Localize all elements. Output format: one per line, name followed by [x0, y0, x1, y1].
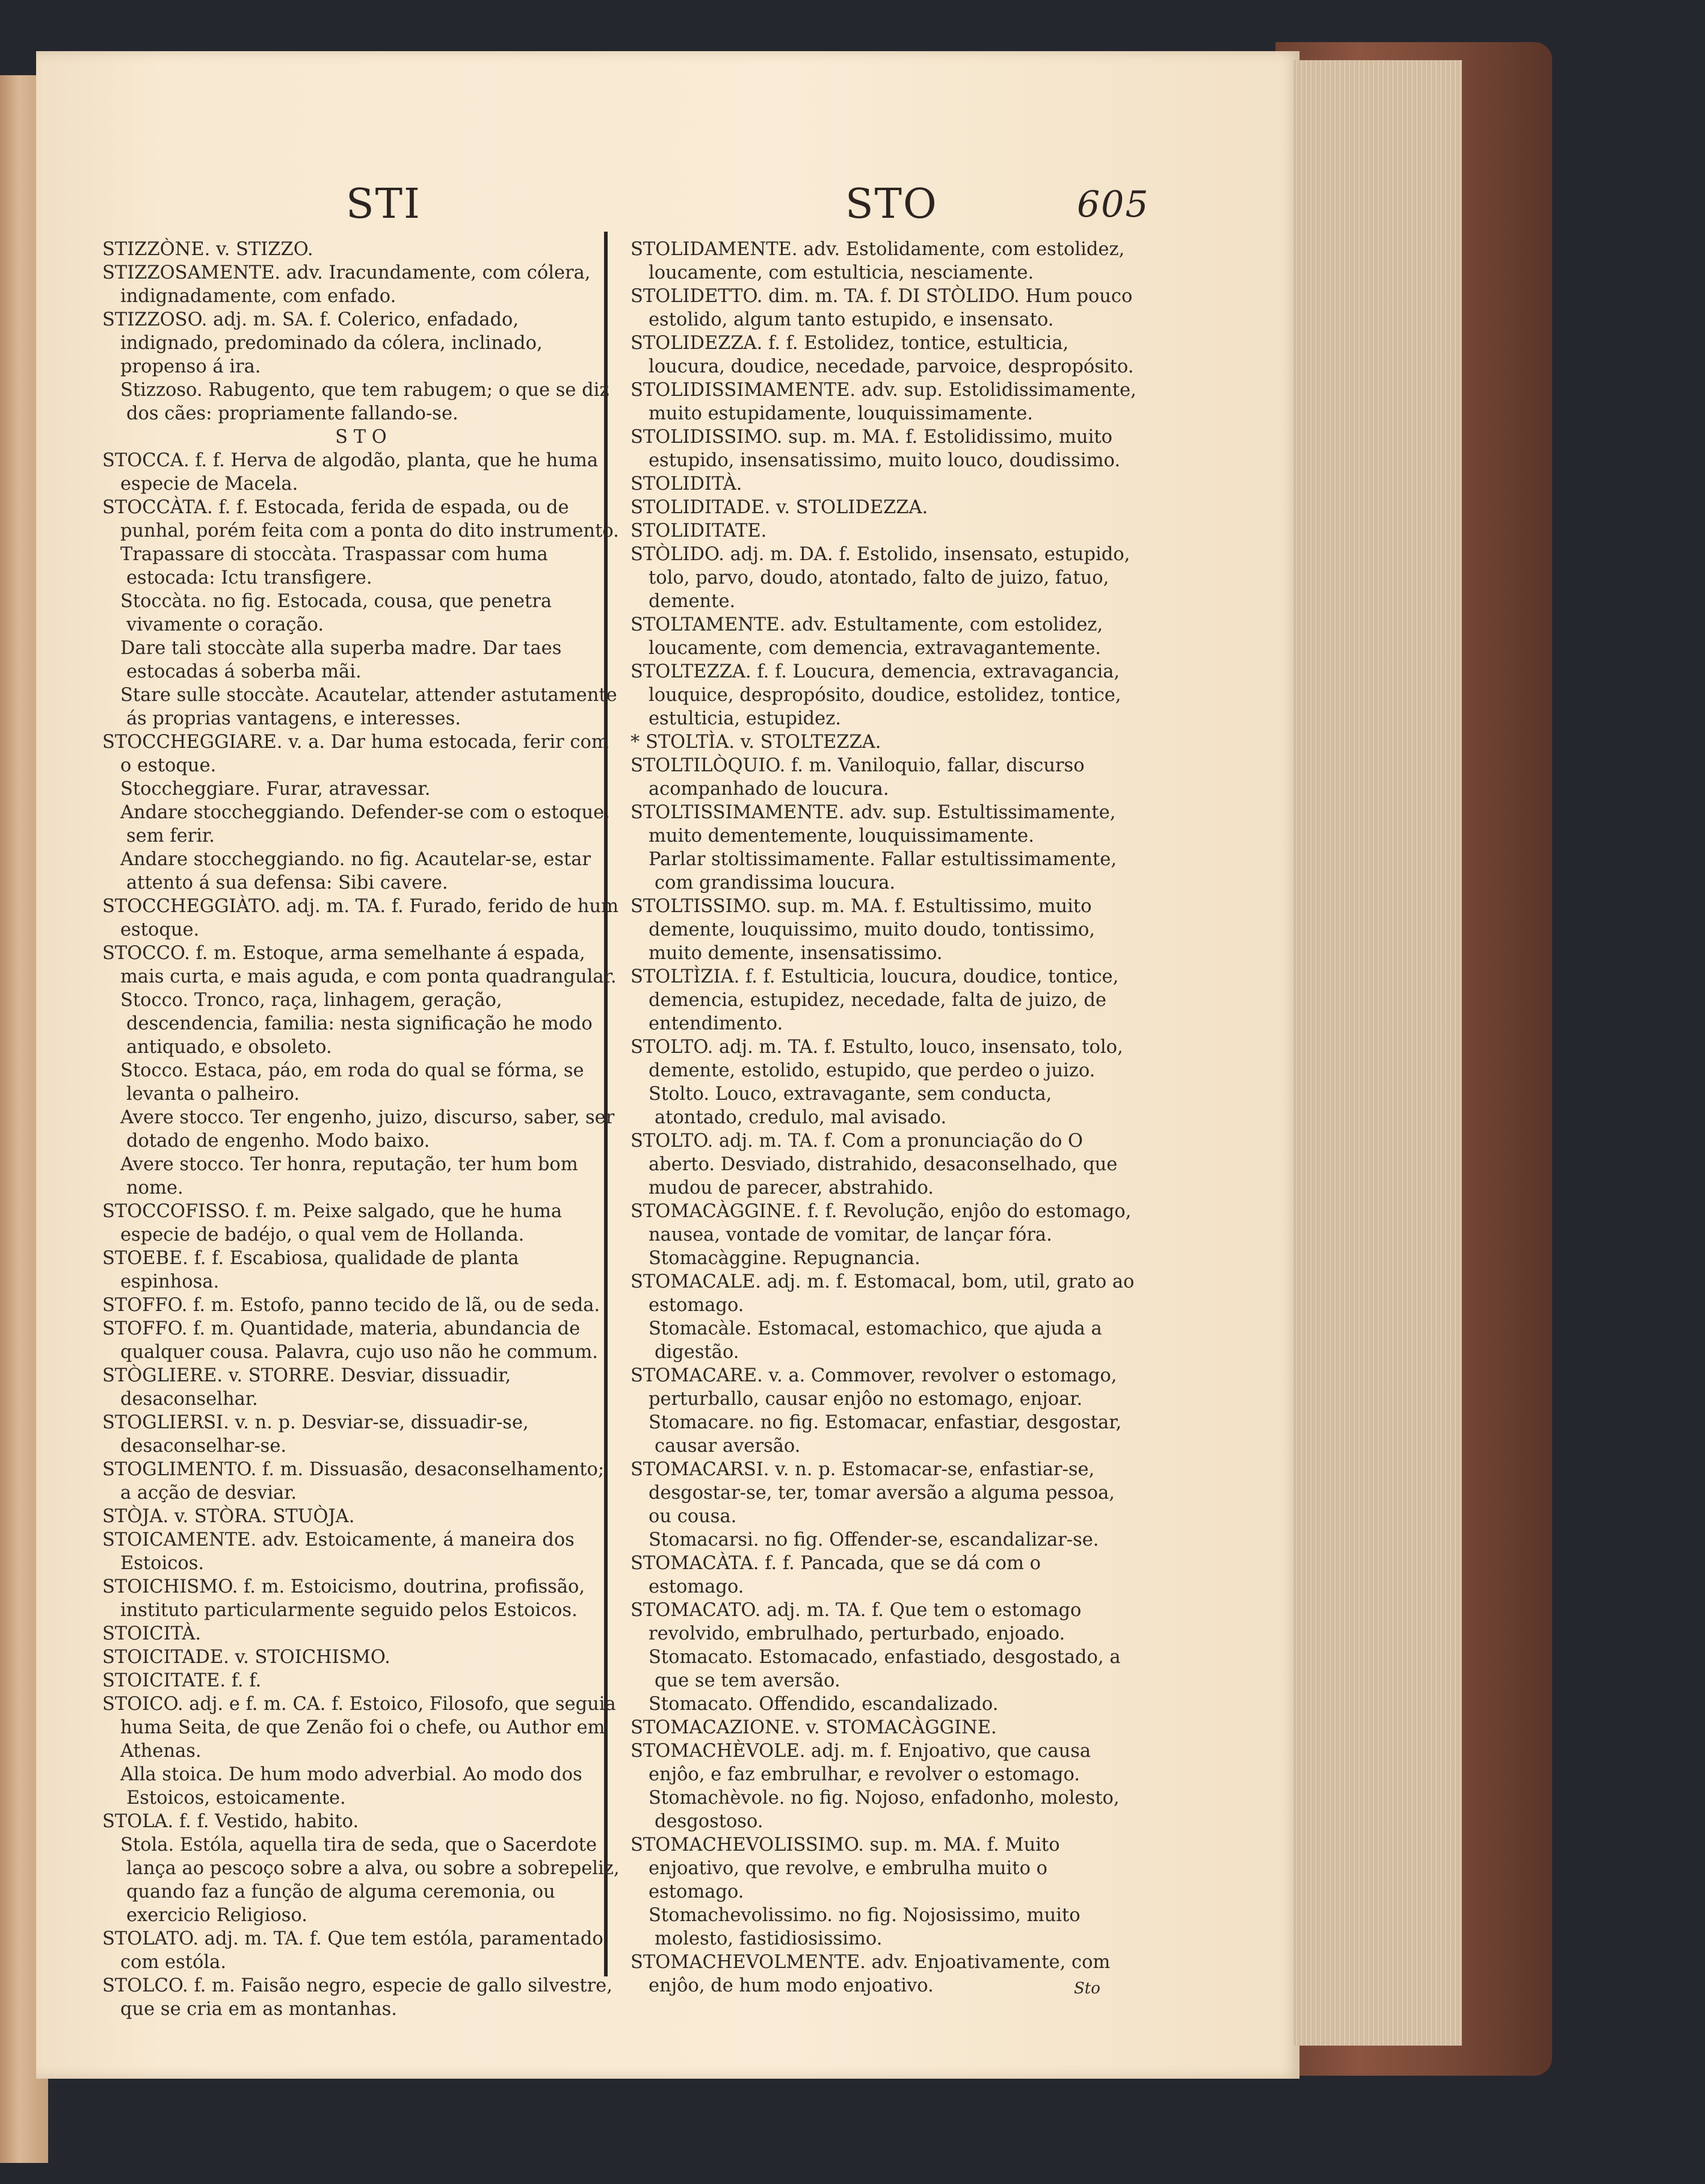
dictionary-entry: STOCCHEGGIÀTO. adj. m. TA. f. Furado, ferido de hum estoque.: [102, 896, 618, 940]
dictionary-entry: STOMACHÈVOLE. adj. m. f. Enjoativo, que causa enjôo, e faz embrulhar, e revolver o estomago.: [631, 1741, 1091, 1785]
dictionary-entry: STOLIDETTO. dim. m. TA. f. DI STÒLIDO. Hum pouco estolido, algum tanto estupido, e insensato.: [631, 286, 1133, 330]
dictionary-entry: Dare tali stoccàte alla superba madre. Dar taes estocadas á soberba mãi.: [120, 638, 562, 682]
dictionary-entry: STOICHISMO. f. m. Estoicismo, doutrina, profissão, instituto particularmente seguido pelos Estoicos.: [102, 1576, 585, 1621]
dictionary-entry: Stocco. Tronco, raça, linhagem, geração, descendencia, familia: nesta significação he modo antiquado, e obsoleto.: [120, 990, 593, 1058]
dictionary-entry: STOFFO. f. m. Quantidade, materia, abundancia de qualquer cousa. Palavra, cujo uso não he commum.: [102, 1318, 598, 1363]
running-head-left: STI: [346, 180, 421, 228]
dictionary-entry: STOLTÌZIA. f. f. Estulticia, loucura, doudice, tontice, demencia, estupidez, necedade, falta de juizo, de entendimento.: [631, 966, 1119, 1034]
catchword: Sto: [1074, 1979, 1100, 1997]
dictionary-entry: Alla stoica. De hum modo adverbial. Ao modo dos Estoicos, estoicamente.: [120, 1764, 582, 1809]
dictionary-entry: STOICO. adj. e f. m. CA. f. Estoico, Filosofo, que seguia huma Seita, de que Zenão foi o chefe, ou Author em Athenas.: [102, 1694, 616, 1762]
dictionary-entry: STOMACÀTA. f. f. Pancada, que se dá com o estomago.: [631, 1553, 1041, 1597]
running-head-center: STO: [845, 180, 938, 228]
dictionary-entry: Trapassare di stoccàta. Traspassar com huma estocada: Ictu transfigere.: [120, 544, 548, 588]
dictionary-entry: STOLCO. f. m. Faisão negro, especie de gallo silvestre, que se cria em as montanhas.: [102, 1975, 612, 2020]
dictionary-entry: Stoccàta. no fig. Estocada, cousa, que penetra vivamente o coração.: [120, 591, 552, 635]
dictionary-entry: Stola. Estóla, aquella tira de seda, que o Sacerdote lança ao pescoço sobre a alva, ou sobre a sobrepeliz, quando faz a função de alguma ceremonia, ou exercicio Religioso.: [120, 1834, 620, 1926]
dictionary-entry: STOLIDITÀ.: [631, 474, 742, 495]
dictionary-entry: STOFFO. f. m. Estofo, panno tecido de lã, ou de seda.: [102, 1295, 600, 1316]
dictionary-entry: Andare stoccheggiando. Defender-se com o estoque, sem ferir.: [120, 802, 610, 847]
page-number: 605: [1077, 184, 1150, 226]
dictionary-entry: STOICAMENTE. adv. Estoicamente, á maneira dos Estoicos.: [102, 1529, 575, 1574]
dictionary-entry: STOICITÀ.: [102, 1623, 202, 1644]
dictionary-entry: Andare stoccheggiando. no fig. Acautelar-se, estar attento á sua defensa: Sibi cavere.: [120, 849, 591, 893]
dictionary-entry: STIZZOSO. adj. m. SA. f. Colerico, enfadado, indignado, predominado da cólera, inclinado, propenso á ira.: [102, 309, 543, 377]
dictionary-entry: STOLTISSIMAMENTE. adv. sup. Estultissimamente, muito dementemente, louquissimamente.: [631, 802, 1116, 847]
dictionary-entry: Stomachevolissimo. no fig. Nojosissimo, muito molesto, fastidiosissimo.: [649, 1905, 1081, 1949]
dictionary-entry: Stolto. Louco, extravagante, sem conducta, atontado, credulo, mal avisado.: [649, 1084, 1052, 1128]
dictionary-entry: STOMACAZIONE. v. STOMACÀGGINE.: [631, 1717, 997, 1738]
dictionary-entry: Stocco. Estaca, páo, em roda do qual se fórma, se levanta o palheiro.: [120, 1060, 584, 1105]
dictionary-entry: STIZZÒNE. v. STIZZO.: [102, 239, 313, 260]
dictionary-entry: STOLA. f. f. Vestido, habito.: [102, 1811, 359, 1832]
dictionary-entry: STOLIDAMENTE. adv. Estolidamente, com estolidez, loucamente, com estulticia, nesciamente.: [631, 239, 1125, 283]
dictionary-entry: Stare sulle stoccàte. Acautelar, attender astutamente ás proprias vantagens, e interesses.: [120, 685, 617, 729]
dictionary-entry: STOLIDISSIMO. sup. m. MA. f. Estolidissimo, muito estupido, insensatissimo, muito louco, doudissimo.: [631, 427, 1121, 471]
left-column: [102, 238, 620, 2021]
dictionary-entry: STOLTO. adj. m. TA. f. Estulto, louco, insensato, tolo, demente, estolido, estupido, que perdeo o juizo.: [631, 1037, 1123, 1081]
dictionary-entry: Stomacàle. Estomacal, estomachico, que ajuda a digestão.: [649, 1318, 1102, 1363]
dictionary-entry: STOLTAMENTE. adv. Estultamente, com estolidez, loucamente, com demencia, extravagantemente.: [631, 614, 1103, 659]
dictionary-entry: * STOLTÌA. v. STOLTEZZA.: [631, 732, 881, 753]
dictionary-entry: STÒJA. v. STÒRA. STUÒJA.: [102, 1506, 355, 1527]
dictionary-entry: STOLIDITATE.: [631, 520, 767, 541]
dictionary-entry: STOLATO. adj. m. TA. f. Que tem estóla, paramentado com estóla.: [102, 1928, 603, 1973]
dictionary-entry: Stomacarsi. no fig. Offender-se, escandalizar-se.: [649, 1529, 1099, 1550]
dictionary-entry: STIZZOSAMENTE. adv. Iracundamente, com cólera, indignadamente, com enfado.: [102, 262, 591, 307]
dictionary-entry: S T O: [335, 427, 387, 448]
dictionary-entry: Parlar stoltissimamente. Fallar estultissimamente, com grandissima loucura.: [649, 849, 1117, 893]
dictionary-entry: STOICITADE. v. STOICHISMO.: [102, 1647, 390, 1668]
dictionary-entry: STOMACÀGGINE. f. f. Revolução, enjôo do estomago, nausea, vontade de vomitar, de lançar fóra.: [631, 1201, 1132, 1245]
dictionary-entry: Stizzoso. Rabugento, que tem rabugem; o que se diz dos cães: propriamente fallando-se.: [120, 380, 609, 424]
dictionary-entry: STOGLIMENTO. f. m. Dissuasão, desaconselhamento; a acção de desviar.: [102, 1459, 605, 1504]
dictionary-entry: STOLTEZZA. f. f. Loucura, demencia, extravagancia, louquice, despropósito, doudice, estolidez, tontice, estulticia, estupidez.: [631, 661, 1121, 729]
dictionary-entry: Stomacare. no fig. Estomacar, enfastiar, desgostar, causar aversão.: [649, 1412, 1122, 1457]
dictionary-entry: STOICITATE. f. f.: [102, 1670, 262, 1691]
dictionary-entry: STOCCHEGGIARE. v. a. Dar huma estocada, ferir com o estoque.: [102, 732, 609, 776]
dictionary-entry: STOGLIERSI. v. n. p. Desviar-se, dissuadir-se, desaconselhar-se.: [102, 1412, 529, 1457]
dictionary-entry: STOLTILÒQUIO. f. m. Vaniloquio, fallar, discurso acompanhado de loucura.: [631, 755, 1085, 800]
dictionary-entry: Stomacato. Offendido, escandalizado.: [649, 1694, 999, 1715]
dictionary-entry: STÒGLIERE. v. STORRE. Desviar, dissuadir, desaconselhar.: [102, 1365, 511, 1410]
dictionary-entry: STOMACHEVOLMENTE. adv. Enjoativamente, com enjôo, de hum modo enjoativo.: [631, 1952, 1111, 1996]
dictionary-entry: STOMACALE. adj. m. f. Estomacal, bom, util, grato ao estomago.: [631, 1271, 1135, 1316]
dictionary-entry: STOMACHEVOLISSIMO. sup. m. MA. f. Muito enjoativo, que revolve, e embrulha muito o estomago.: [631, 1834, 1060, 1902]
dictionary-entry: Avere stocco. Ter engenho, juizo, discurso, saber, ser dotado de engenho. Modo baixo.: [120, 1107, 615, 1152]
dictionary-entry: Stomachèvole. no fig. Nojoso, enfadonho, molesto, desgostoso.: [649, 1788, 1120, 1832]
dictionary-entry: STOLTO. adj. m. TA. f. Com a pronunciação do O aberto. Desviado, distrahido, desaconselhado, que mudou de parecer, abstrahido.: [631, 1131, 1118, 1198]
dictionary-entry: STOLIDITADE. v. STOLIDEZZA.: [631, 497, 928, 518]
dictionary-entry: STOMACARSI. v. n. p. Estomacar-se, enfastiar-se, desgostar-se, ter, tomar aversão a alguma pessoa, ou cousa.: [631, 1459, 1115, 1527]
dictionary-entry: STOCCO. f. m. Estoque, arma semelhante á espada, mais curta, e mais aguda, e com ponta quadrangular.: [102, 943, 617, 987]
page-stack-edge: [1293, 60, 1462, 2046]
dictionary-entry: Avere stocco. Ter honra, reputação, ter hum bom nome.: [120, 1154, 578, 1198]
dictionary-entry: STOEBE. f. f. Escabiosa, qualidade de planta espinhosa.: [102, 1248, 519, 1292]
dictionary-entry: STOCCÀTA. f. f. Estocada, ferida de espada, ou de punhal, porém feita com a ponta do dito instrumento.: [102, 497, 619, 541]
dictionary-entry: STOLIDEZZA. f. f. Estolidez, tontice, estulticia, loucura, doudice, necedade, parvoice, despropósito.: [631, 333, 1134, 377]
dictionary-entry: STOMACATO. adj. m. TA. f. Que tem o estomago revolvido, embrulhado, perturbado, enjoado.: [631, 1600, 1082, 1644]
dictionary-entry: STOLTISSIMO. sup. m. MA. f. Estultissimo, muito demente, louquissimo, muito doudo, tontissimo, muito demente, insensatissimo.: [631, 896, 1096, 964]
dictionary-entry: STOMACARE. v. a. Commover, revolver o estomago, perturballo, causar enjôo no estomago, enjoar.: [631, 1365, 1117, 1410]
dictionary-entry: STOLIDISSIMAMENTE. adv. sup. Estolidissimamente, muito estupidamente, louquissimamente.: [631, 380, 1136, 424]
dictionary-entry: STOCCA. f. f. Herva de algodão, planta, que he huma especie de Macela.: [102, 450, 599, 495]
dictionary-entry: STÒLIDO. adj. m. DA. f. Estolido, insensato, estupido, tolo, parvo, doudo, atontado, falto de juizo, fatuo, demente.: [631, 544, 1130, 612]
dictionary-entry: Stoccheggiare. Furar, atravessar.: [120, 779, 431, 800]
dictionary-entry: STOCCOFISSO. f. m. Peixe salgado, que he huma especie de badéjo, o qual vem de Hollanda.: [102, 1201, 563, 1245]
dictionary-entry: Stomacàggine. Repugnancia.: [649, 1248, 920, 1269]
right-column: [631, 238, 1141, 1997]
dictionary-entry: Stomacato. Estomacado, enfastiado, desgostado, a que se tem aversão.: [649, 1647, 1121, 1691]
